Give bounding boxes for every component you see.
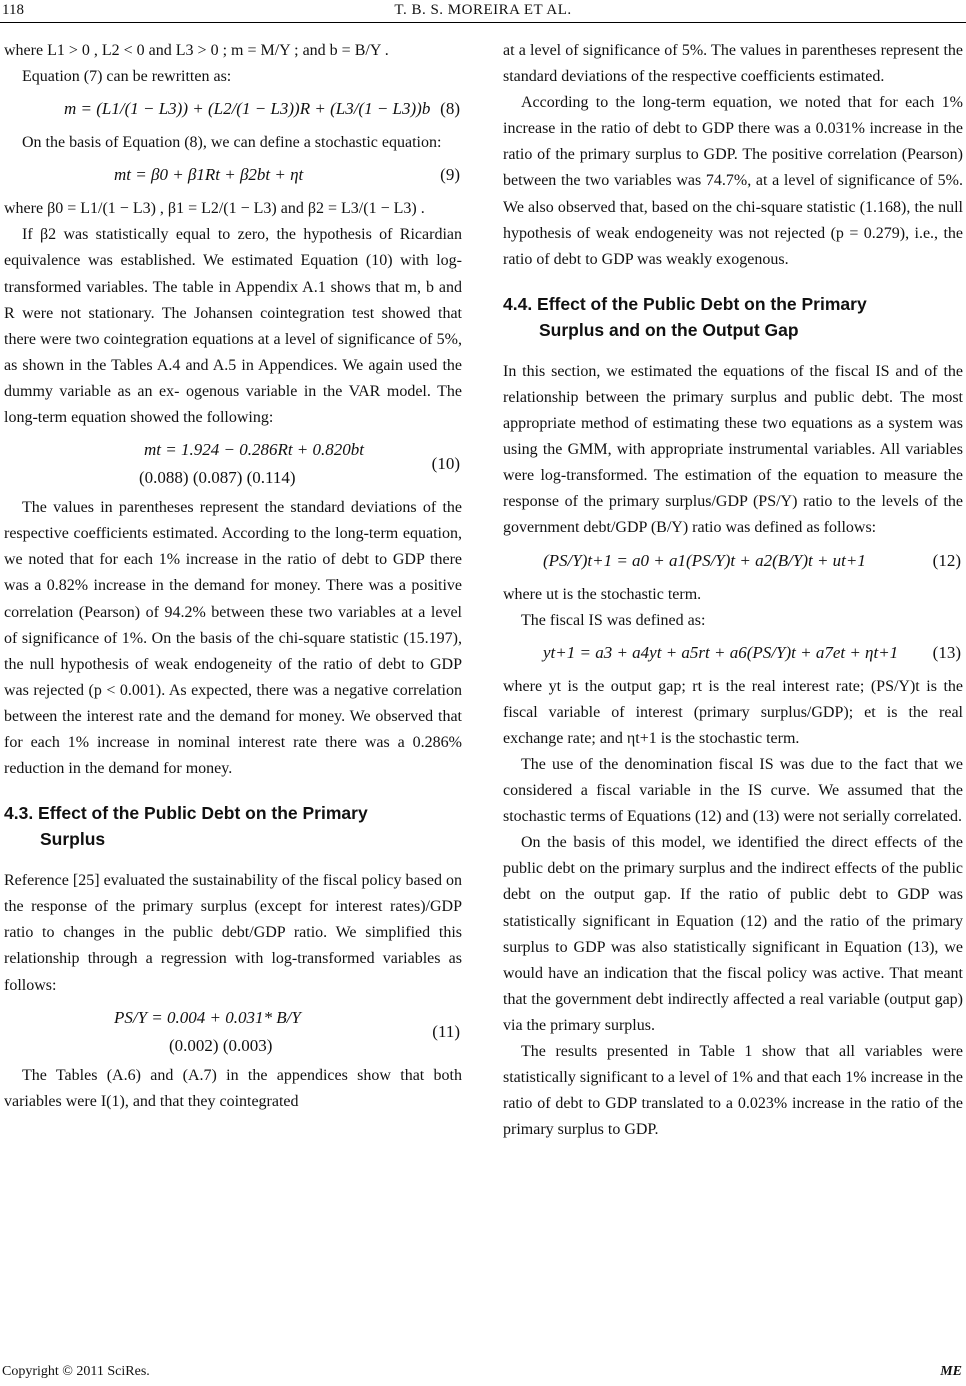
equation-13-number: (13) <box>932 642 961 662</box>
paragraph-fiscal: The fiscal IS was defined as: <box>521 611 706 629</box>
paragraph-long-term: According to the long-term equation, we noted that for each 1% increase in the ratio of debt to GDP there was a 0.031% increase in the ratio of the primary surplus to GDP. The positive correlation (Pearson) between the two variables was 74.7%, at a level of significance of 5%. We also observed that, based on the chi-square statistic (1.168), the null hypothesis of weak endogeneity was not rejected (p = 0.279), i.e., the ratio of debt to GDP was weakly exogenous. <box>503 94 963 268</box>
section-4-4-heading <box>503 291 963 343</box>
paragraph-values: The values in parentheses represent the standard deviations of the respective coefficients estimated. According to the long-term equation, we noted that for each 1% increase in the ratio of debt to GDP there was a 0.82% increase in the demand for money. There was a positive correlation (Pearson) of 94.2% between these two variables at a level of significance of 1%. On the basis of the chi-square statistic (15.197), the null hypothesis of weak endogeneity of the ratio of debt to GDP was rejected (p < 0.001). As expected, there was a negative correlation between the interest rate and the demand for money. We observed that for each 1% increase in nominal interest rate there was a 0.286% reduction in the demand for money. <box>4 499 462 778</box>
equation-8-body: m = (L1/(1 − L3)) + (L2/(1 − L3))R + (L3/(1 − L3))b <box>64 99 431 119</box>
paragraph-eq7: Equation (7) can be rewritten as: <box>22 68 232 86</box>
section-4-3-line2: Surplus <box>40 829 106 850</box>
section-4-4-line2: Surplus and on the Output Gap <box>539 319 799 340</box>
equation-13-body: yt+1 = a3 + a4yt + a5rt + a6(PS/Y)t + a7et + ηt+1 <box>543 642 899 662</box>
equation-12-body: (PS/Y)t+1 = a0 + a1(PS/Y)t + a2(B/Y)t + ut+1 <box>543 550 866 570</box>
section-4-4-line1: 4.4. Effect of the Public Debt on the Primary <box>503 293 867 314</box>
paragraph-where: where L1 > 0 , L2 < 0 and L3 > 0 ; m = M/Y ; and b = B/Y . <box>4 42 389 59</box>
equation-10 <box>4 431 462 495</box>
paragraph-ut: where ut is the stochastic term. <box>503 585 702 603</box>
paragraph-if: If β2 was statistically equal to zero, the hypothesis of Ricardian equivalence was established. We estimated Equation (10) with log-transformed variables. The table in Appendix A.1 shows that m, b and R were not stationary. The Johansen cointegration test showed that there were two cointegration equations at a level of significance of 5%, as shown in the Tables A.4 and A.5 in Appendices. We again used the dummy variable as an ex- ogenous variable in the VAR model. The long-term equation showed the following: <box>4 226 462 427</box>
equation-9-number: (9) <box>440 165 460 185</box>
equation-10-body: mt = 1.924 − 0.286Rt + 0.820bt <box>144 440 364 460</box>
equation-8-number: (8) <box>440 99 460 119</box>
paragraph-continued: at a level of significance of 5%. The values in parentheses represent the standard deviations of the respective coefficients estimated. <box>503 42 963 86</box>
paragraph-reference: Reference [25] evaluated the sustainability of the fiscal policy based on the response of the primary surplus (except for interest rates)/GDP ratio to changes in the public debt/GDP ratio. We simplified this relationship through a regression with log-transformed variables as follows: <box>4 872 462 994</box>
paragraph-basis: On the basis of Equation (8), we can define a stochastic equation: <box>22 134 442 152</box>
paragraph-where-beta: where β0 = L1/(1 − L3) , β1 = L2/(1 − L3) and β2 = L3/(1 − L3) . <box>4 200 425 218</box>
section-4-3-line1: 4.3. Effect of the Public Debt on the Primary <box>4 803 368 824</box>
journal-abbrev: ME <box>940 1364 962 1379</box>
equation-10-errors: (0.088) (0.087) (0.114) <box>139 468 296 488</box>
equation-11 <box>4 999 462 1063</box>
equation-11-body: PS/Y = 0.004 + 0.031* B/Y <box>114 1007 301 1027</box>
left-column <box>4 38 462 1115</box>
equation-12 <box>503 542 963 582</box>
equation-11-errors: (0.002) (0.003) <box>169 1035 273 1055</box>
header-rule <box>0 22 966 23</box>
equation-8 <box>4 90 462 130</box>
equation-13 <box>503 634 963 674</box>
equation-9 <box>4 156 462 196</box>
equation-10-number: (10) <box>431 454 460 474</box>
running-head: T. B. S. MOREIRA ET AL. <box>394 2 572 18</box>
section-4-3-heading <box>4 800 462 852</box>
paragraph-where-vars: where yt is the output gap; rt is the real interest rate; (PS/Y)t is the fiscal variable of interest (primary surplus/GDP); et is the real exchange rate; and ηt+1 is the stochastic term. <box>503 677 963 747</box>
paragraph-model: On the basis of this model, we identified the direct effects of the public debt on the primary surplus and the indirect effects of the public debt on the output gap. If the ratio of public debt to GDP was statistically significant in Equation (12) and the ratio of the primary surplus to GDP was also statistically significant in Equation (13), we would have an indication that the fiscal policy was active. That meant that the government debt indirectly affected a real variable (output gap) via the primary surplus. <box>503 834 963 1034</box>
right-column <box>503 38 963 1143</box>
equation-9-body: mt = β0 + β1Rt + β2bt + ηt <box>114 165 304 185</box>
equation-12-number: (12) <box>932 550 961 570</box>
paragraph-results: The results presented in Table 1 show that all variables were statistically significant to a level of 1% and that each 1% increase in the ratio of debt to GDP translated to a 0.023% increase in the ratio of the primary surplus to GDP. <box>503 1043 963 1139</box>
paragraph-section: In this section, we estimated the equations of the fiscal IS and of the relationship between the primary surplus and public debt. The most appropriate method of estimating these two equations as a system was using the GMM, with appropriate instrumental variables. All variables were log-transformed. The estimation of the equation to measure the response of the primary surplus/GDP (PS/Y) ratio to the levels of the government debt/GDP (B/Y) ratio was defined as follows: <box>503 362 963 537</box>
equation-11-number: (11) <box>432 1021 460 1041</box>
page-header <box>0 2 966 22</box>
paragraph-use: The use of the denomination fiscal IS was due to the fact that we considered a fiscal variable in the IS curve. We assumed that the stochastic terms of Equations (12) and (13) were not serially correlated. <box>503 755 963 826</box>
copyright: Copyright © 2011 SciRes. <box>2 1364 150 1379</box>
page-number: 118 <box>2 2 24 18</box>
paragraph-tables: The Tables (A.6) and (A.7) in the appendices show that both variables were I(1), and that they cointegrated <box>4 1066 462 1110</box>
